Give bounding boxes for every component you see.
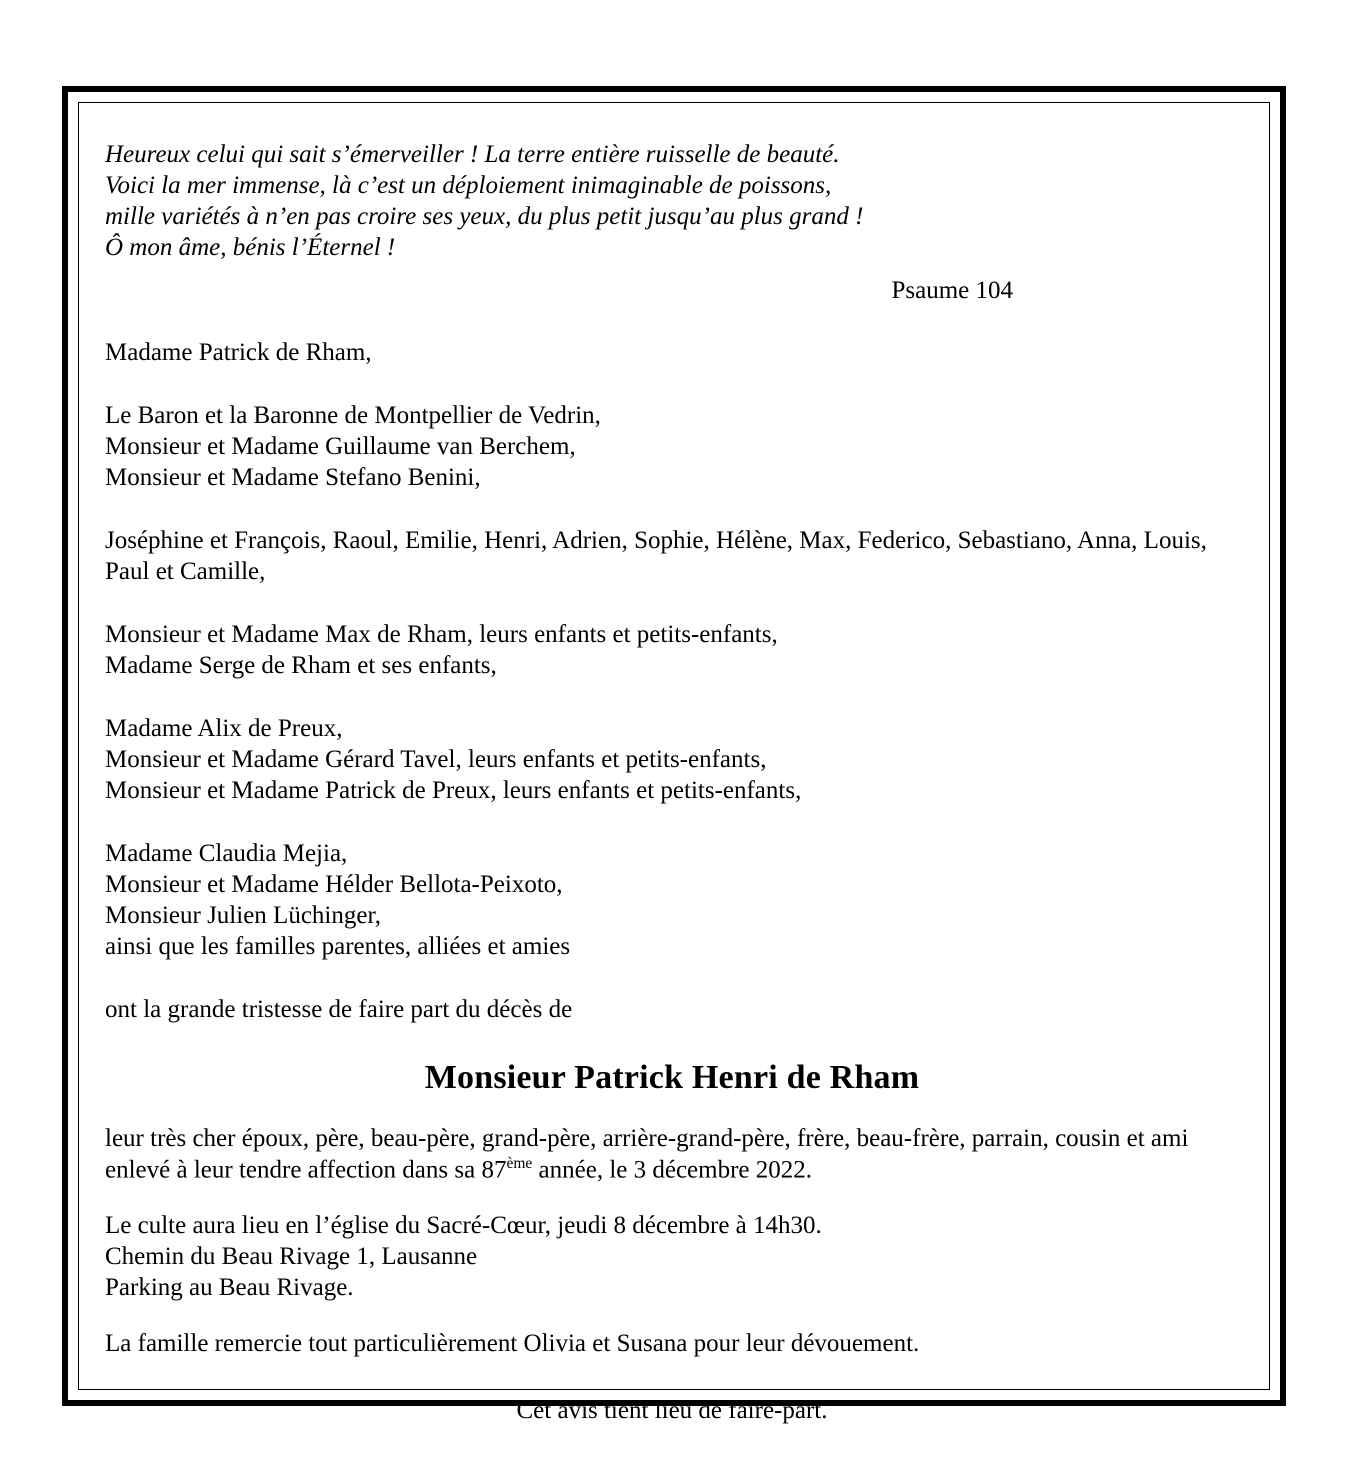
scripture-verse <box>105 139 1239 263</box>
death-line-suffix: année, le 3 décembre 2022. <box>532 1156 813 1184</box>
family-group-4 <box>105 619 1239 681</box>
scripture-reference: Psaume 104 <box>891 277 1013 304</box>
family-line: Monsieur et Madame Max de Rham, leurs enfants et petits-enfants, <box>105 621 778 648</box>
announcement-lead-line: ont la grande tristesse de faire part du décès de <box>105 996 573 1023</box>
closing-statement: Cet avis tient lieu de faire-part. <box>516 1396 828 1424</box>
death-notice-content <box>78 102 1270 1424</box>
family-line: Madame Serge de Rham et ses enfants, <box>105 652 497 679</box>
verse-line-3: mille variétés à n’en pas croire ses yeux, du plus petit jusqu’au plus grand ! <box>105 203 864 230</box>
thanks-paragraph <box>105 1328 1239 1359</box>
family-line: Le Baron et la Baronne de Montpellier de Vedrin, <box>105 402 601 429</box>
thanks-line: La famille remercie tout particulièrement Olivia et Susana pour leur dévouement. <box>105 1329 920 1357</box>
relation-line: leur très cher époux, père, beau-père, grand-père, arrière-grand-père, frère, beau-frère, parrain, cousin et ami <box>105 1125 1189 1152</box>
verse-line-2: Voici la mer immense, là c’est un déploiement inimaginable de poissons, <box>105 172 832 199</box>
family-group-3 <box>105 525 1239 587</box>
family-line: Monsieur et Madame Guillaume van Berchem, <box>105 433 576 460</box>
verse-line-4: Ô mon âme, bénis l’Éternel ! <box>105 234 396 261</box>
death-line-prefix: enlevé à leur tendre affection dans sa 87 <box>105 1156 507 1184</box>
family-group-2 <box>105 400 1239 493</box>
family-group-5 <box>105 713 1239 806</box>
family-line: Monsieur et Madame Stefano Benini, <box>105 464 481 491</box>
family-line: Monsieur et Madame Hélder Bellota-Peixoto, <box>105 871 563 898</box>
family-line: Madame Claudia Mejia, <box>105 840 348 867</box>
verse-line-1: Heureux celui qui sait s’émerveiller ! La terre entière ruisselle de beauté. <box>105 141 840 168</box>
family-line: ainsi que les familles parentes, alliées et amies <box>105 933 571 960</box>
family-group-6 <box>105 838 1239 962</box>
service-line: Chemin du Beau Rivage 1, Lausanne <box>105 1243 478 1271</box>
service-details <box>105 1210 1239 1304</box>
family-group-1 <box>105 337 1239 368</box>
family-line: Monsieur Julien Lüchinger, <box>105 902 382 929</box>
service-line: Le culte aura lieu en l’église du Sacré-Cœur, jeudi 8 décembre à 14h30. <box>105 1211 822 1239</box>
family-line: Joséphine et François, Raoul, Emilie, Henri, Adrien, Sophie, Hélène, Max, Federico, Sebastiano, Anna, Louis, Paul et Camille, <box>105 527 1207 585</box>
death-line-ordinal: ème <box>506 1155 533 1173</box>
service-line: Parking au Beau Rivage. <box>105 1274 354 1302</box>
relation-paragraph <box>105 1123 1239 1186</box>
deceased-name: Monsieur Patrick Henri de Rham <box>424 1059 920 1096</box>
announcement-lead <box>105 994 1239 1025</box>
family-line: Madame Alix de Preux, <box>105 715 343 742</box>
death-notice-frame <box>62 86 1286 1424</box>
family-line: Monsieur et Madame Gérard Tavel, leurs enfants et petits-enfants, <box>105 746 767 773</box>
family-line: Monsieur et Madame Patrick de Preux, leurs enfants et petits-enfants, <box>105 777 802 804</box>
family-line: Madame Patrick de Rham, <box>105 339 372 366</box>
